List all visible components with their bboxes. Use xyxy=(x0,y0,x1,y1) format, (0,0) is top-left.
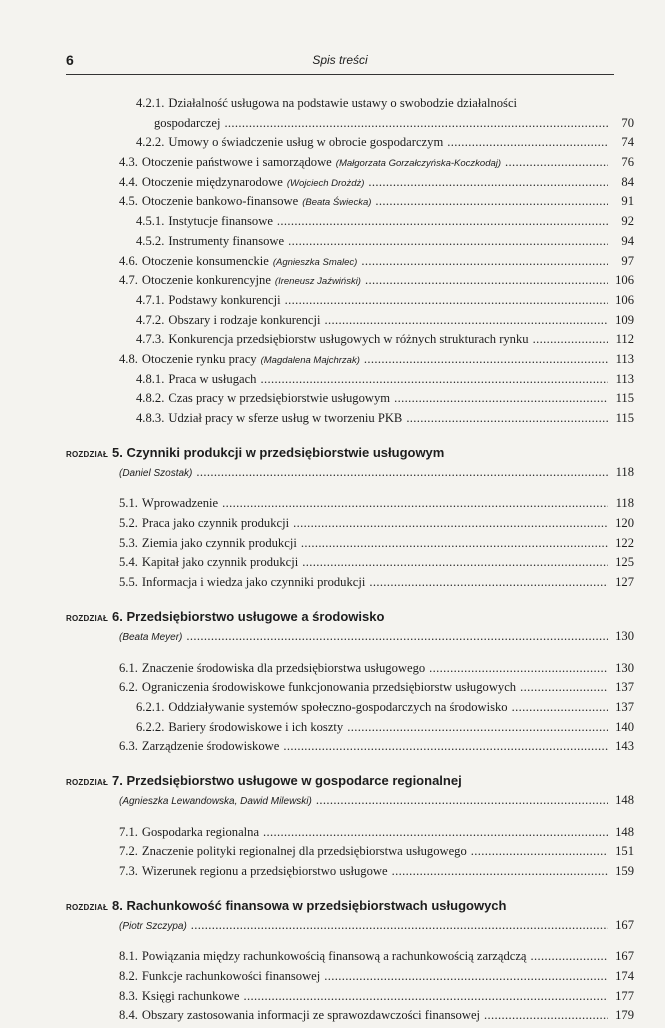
entry-page: 106 xyxy=(615,292,634,307)
toc-entry[interactable] xyxy=(66,372,634,392)
entry-title: Funkcje rachunkowości finansowej xyxy=(141,969,321,984)
leader-dots xyxy=(484,1008,608,1023)
entry-page: 179 xyxy=(615,1008,634,1023)
entry-page: 125 xyxy=(615,555,634,570)
toc-entry[interactable] xyxy=(66,1008,634,1028)
chapter-author-row[interactable] xyxy=(66,629,634,649)
entry-page: 92 xyxy=(621,214,634,229)
entry-title: Umowy o świadczenie usług w obrocie gospodarczym xyxy=(168,135,444,150)
toc-entry[interactable] xyxy=(66,536,634,556)
leader-dots xyxy=(375,194,608,209)
toc-entry[interactable] xyxy=(66,516,634,536)
leader-dots xyxy=(512,700,608,715)
entry-title: Zarządzenie środowiskowe xyxy=(141,739,280,754)
entry-title: Otoczenie konkurencyjne xyxy=(141,273,271,288)
toc-entry[interactable] xyxy=(66,720,634,740)
leader-dots xyxy=(260,372,608,387)
chapter-number: 6. xyxy=(112,608,123,624)
toc-entry[interactable] xyxy=(66,949,634,969)
entry-page: 137 xyxy=(615,680,634,695)
entry-page: 112 xyxy=(615,332,634,347)
entry-number: 7.3. xyxy=(119,864,138,878)
entry-author: (Małgorzata Gorzałczyńska-Koczkodaj) xyxy=(335,158,502,170)
entry-page: 70 xyxy=(621,115,634,130)
toc-entry[interactable] xyxy=(66,825,634,845)
entry-page: 137 xyxy=(615,699,634,714)
toc-entry[interactable] xyxy=(66,175,634,195)
leader-dots xyxy=(520,680,608,695)
entry-number: 6.2.2. xyxy=(136,719,165,734)
entry-title: Wprowadzenie xyxy=(141,496,219,511)
entry-page: 109 xyxy=(615,312,634,327)
entry-number: 4.7.2. xyxy=(136,312,165,327)
entry-author: (Magdalena Majchrzak) xyxy=(260,354,360,366)
leader-dots xyxy=(406,411,608,426)
toc-entry[interactable] xyxy=(66,989,634,1009)
leader-dots xyxy=(361,254,608,269)
leader-dots xyxy=(505,155,608,170)
page-header xyxy=(66,50,614,75)
chapter-heading[interactable] xyxy=(66,898,634,918)
entry-title: Kapitał jako czynnik produkcji xyxy=(141,555,299,570)
entry-title: Wizerunek regionu a przedsiębiorstwo usługowe xyxy=(141,864,388,878)
chapter-page: 167 xyxy=(615,917,634,932)
toc-entry[interactable] xyxy=(66,555,634,575)
chapter-author: (Beata Meyer) xyxy=(119,631,183,643)
chapter-label: ROZDZIAŁ xyxy=(66,777,109,787)
entry-page: 167 xyxy=(615,949,634,964)
chapter-label: ROZDZIAŁ xyxy=(66,449,109,459)
leader-dots xyxy=(301,536,608,551)
toc-entry[interactable] xyxy=(66,273,634,293)
entry-number: 4.8.2. xyxy=(136,391,165,406)
entry-page: 177 xyxy=(615,988,634,1003)
leader-dots xyxy=(368,175,608,190)
entry-page: 122 xyxy=(615,535,634,550)
toc-entry[interactable] xyxy=(66,844,634,864)
entry-page: 84 xyxy=(621,174,634,189)
entry-page: 113 xyxy=(615,371,634,386)
entry-title: Bariery środowiskowe i ich koszty xyxy=(168,719,344,734)
leader-dots xyxy=(316,793,608,808)
toc-entry[interactable] xyxy=(66,352,634,372)
entry-number: 4.7.1. xyxy=(136,292,165,307)
toc-entry[interactable] xyxy=(66,254,634,274)
entry-page: 74 xyxy=(621,135,634,150)
entry-title: Praca w usługach xyxy=(168,371,257,386)
leader-dots xyxy=(471,844,608,859)
chapter-title-text: Czynniki produkcji w przedsiębiorstwie usługowym xyxy=(126,444,445,460)
leader-dots xyxy=(533,332,608,347)
entry-number: 8.1. xyxy=(119,949,138,964)
entry-number: 5.3. xyxy=(119,535,138,550)
toc-entry[interactable] xyxy=(66,293,634,313)
entry-title: Otoczenie bankowo-finansowe xyxy=(141,194,299,209)
entry-title: Oddziaływanie systemów społeczno-gospodarczych na środowisko xyxy=(168,699,508,714)
toc-entry[interactable] xyxy=(66,411,634,431)
toc-entry[interactable] xyxy=(66,155,634,175)
page-number: 6 xyxy=(66,52,74,68)
leader-dots xyxy=(224,116,608,131)
entry-number: 5.5. xyxy=(119,575,138,590)
leader-dots xyxy=(293,516,608,531)
leader-dots xyxy=(285,293,608,308)
leader-dots xyxy=(347,720,608,735)
chapter-number: 7. xyxy=(112,772,123,788)
entry-title: Instrumenty finansowe xyxy=(168,233,285,248)
entry-page: 115 xyxy=(615,391,634,406)
entry-number: 8.4. xyxy=(119,1008,138,1023)
entry-number: 4.7.3. xyxy=(136,332,165,347)
entry-number: 4.7. xyxy=(119,273,138,288)
entry-number: 5.2. xyxy=(119,516,138,531)
toc-entry[interactable] xyxy=(66,661,634,681)
leader-dots xyxy=(531,949,608,964)
toc-entry[interactable] xyxy=(66,739,634,759)
entry-number: 4.3. xyxy=(119,155,138,170)
entry-number: 4.5. xyxy=(119,194,138,209)
toc-entry[interactable] xyxy=(66,496,634,516)
chapter-title xyxy=(112,609,384,624)
entry-page: 140 xyxy=(615,719,634,734)
entry-title: Znaczenie polityki regionalnej dla przedsiębiorstwa usługowego xyxy=(141,844,467,859)
chapter-title xyxy=(112,773,462,788)
toc-entry[interactable] xyxy=(66,680,634,700)
entry-number: 6.2.1. xyxy=(136,699,165,714)
entry-number: 7.2. xyxy=(119,844,138,859)
entry-author: (Ireneusz Jaźwiński) xyxy=(274,276,361,288)
chapter-label: ROZDZIAŁ xyxy=(66,613,109,623)
leader-dots xyxy=(369,575,608,590)
toc-entry[interactable] xyxy=(66,135,634,155)
leader-dots xyxy=(392,864,608,879)
chapter-title xyxy=(112,898,506,913)
entry-title: Podstawy konkurencji xyxy=(168,292,281,307)
leader-dots xyxy=(288,234,608,249)
entry-title: Otoczenie państwowe i samorządowe xyxy=(141,155,332,170)
entry-author: (Agnieszka Smalec) xyxy=(272,256,358,268)
entry-title: Otoczenie międzynarodowe xyxy=(141,174,283,189)
chapter-title-text: Przedsiębiorstwo usługowe w gospodarce regionalnej xyxy=(126,772,462,788)
chapter-page: 148 xyxy=(615,792,634,807)
entry-number: 5.1. xyxy=(119,496,138,511)
entry-title-continuation: gospodarczej xyxy=(154,115,221,130)
entry-number: 4.6. xyxy=(119,253,138,268)
chapter-label: ROZDZIAŁ xyxy=(66,902,109,912)
leader-dots xyxy=(324,969,608,984)
chapter-author: (Daniel Szostak) xyxy=(119,467,193,479)
leader-dots xyxy=(365,273,608,288)
entry-number: 4.2.2. xyxy=(136,135,165,150)
entry-page: 76 xyxy=(621,155,634,170)
chapter-title xyxy=(112,445,444,460)
toc-entry[interactable] xyxy=(66,214,634,234)
toc-entry[interactable] xyxy=(66,575,634,595)
entry-number: 5.4. xyxy=(119,555,138,570)
entry-title: Powiązania między rachunkowością finansową a rachunkowością zarządczą xyxy=(141,949,527,964)
entry-title: Obszary zastosowania informacji ze sprawozdawczości finansowej xyxy=(141,1008,481,1023)
leader-dots xyxy=(394,391,608,406)
entry-number: 6.3. xyxy=(119,739,138,754)
entry-author: (Wojciech Drożdż) xyxy=(286,177,365,189)
entry-title: Gospodarka regionalna xyxy=(141,824,260,839)
leader-dots xyxy=(263,825,608,840)
toc-entry-continuation[interactable] xyxy=(66,116,634,136)
chapter-heading[interactable] xyxy=(66,609,634,629)
entry-title: Ziemia jako czynnik produkcji xyxy=(141,535,297,550)
entry-page: 120 xyxy=(615,516,634,531)
entry-page: 115 xyxy=(615,411,634,425)
entry-page: 91 xyxy=(621,194,634,209)
entry-title: Księgi rachunkowe xyxy=(141,988,240,1003)
chapter-title-text: Przedsiębiorstwo usługowe a środowisko xyxy=(126,608,385,624)
toc-entry[interactable] xyxy=(66,700,634,720)
leader-dots xyxy=(243,989,608,1004)
entry-number: 4.8.1. xyxy=(136,371,165,386)
chapter-author-row[interactable] xyxy=(66,793,634,813)
leader-dots xyxy=(302,555,608,570)
entry-title: Ograniczenia środowiskowe funkcjonowania przedsiębiorstw usługowych xyxy=(141,680,517,695)
entry-number: 4.2.1. xyxy=(136,96,165,110)
toc-entry[interactable] xyxy=(66,194,634,214)
leader-dots xyxy=(324,313,608,328)
toc-entry[interactable] xyxy=(66,234,634,254)
entry-author: (Beata Świecka) xyxy=(302,197,372,209)
chapter-author-row[interactable] xyxy=(66,465,634,485)
entry-number: 6.2. xyxy=(119,680,138,695)
leader-dots xyxy=(283,739,608,754)
chapter-page: 130 xyxy=(615,628,634,643)
leader-dots xyxy=(364,352,608,367)
chapter-title-text: Rachunkowość finansowa w przedsiębiorstwach usługowych xyxy=(126,897,507,913)
chapter-page: 118 xyxy=(615,464,634,479)
leader-dots xyxy=(429,661,608,676)
entry-title: Instytucje finansowe xyxy=(168,214,273,229)
entry-page: 113 xyxy=(615,351,634,366)
chapter-author: (Piotr Szczypa) xyxy=(119,920,187,932)
entry-page: 148 xyxy=(615,824,634,839)
entry-title: Praca jako czynnik produkcji xyxy=(141,516,290,531)
chapter-author: (Agnieszka Lewandowska, Dawid Milewski) xyxy=(119,795,312,807)
leader-dots xyxy=(222,496,608,511)
leader-dots xyxy=(191,918,608,933)
entry-title: Obszary i rodzaje konkurencji xyxy=(168,312,321,327)
entry-page: 143 xyxy=(615,739,634,754)
chapter-heading[interactable] xyxy=(66,773,634,793)
entry-title: Znaczenie środowiska dla przedsiębiorstwa usługowego xyxy=(141,660,426,675)
entry-page: 159 xyxy=(615,864,634,878)
chapter-number: 5. xyxy=(112,444,123,460)
leader-dots xyxy=(196,465,608,480)
toc-entry[interactable] xyxy=(66,864,634,884)
entry-number: 8.3. xyxy=(119,988,138,1003)
leader-dots xyxy=(447,135,608,150)
toc-entry[interactable] xyxy=(66,96,634,116)
table-of-contents xyxy=(66,96,634,1028)
chapter-heading[interactable] xyxy=(66,445,634,465)
entry-title: Informacja i wiedza jako czynniki produkcji xyxy=(141,575,366,590)
entry-title: Konkurencja przedsiębiorstw usługowych w różnych strukturach rynku xyxy=(168,332,529,347)
toc-entry[interactable] xyxy=(66,969,634,989)
entry-title: Czas pracy w przedsiębiorstwie usługowym xyxy=(168,391,391,406)
entry-number: 4.5.2. xyxy=(136,233,165,248)
entry-number: 6.1. xyxy=(119,660,138,675)
entry-title: Otoczenie konsumenckie xyxy=(141,253,269,268)
running-title: Spis treści xyxy=(312,53,368,67)
leader-dots xyxy=(186,629,608,644)
entry-page: 151 xyxy=(615,844,634,859)
entry-page: 118 xyxy=(615,496,634,511)
toc-entry[interactable] xyxy=(66,313,634,333)
entry-number: 7.1. xyxy=(119,824,138,839)
chapter-number: 8. xyxy=(112,897,123,913)
entry-page: 94 xyxy=(621,233,634,248)
entry-title: Udział pracy w sferze usług w tworzeniu PKB xyxy=(168,411,403,425)
entry-number: 4.4. xyxy=(119,174,138,189)
entry-page: 130 xyxy=(615,660,634,675)
entry-number: 4.8.3. xyxy=(136,411,165,425)
entry-page: 127 xyxy=(615,575,634,590)
entry-number: 4.5.1. xyxy=(136,214,165,229)
entry-title: Otoczenie rynku pracy xyxy=(141,351,257,366)
toc-entry[interactable] xyxy=(66,391,634,411)
entry-page: 174 xyxy=(615,969,634,984)
toc-entry[interactable] xyxy=(66,332,634,352)
leader-dots xyxy=(277,214,608,229)
entry-number: 8.2. xyxy=(119,969,138,984)
entry-title: Działalność usługowa na podstawie ustawy o swobodzie działalności xyxy=(168,96,518,110)
entry-page: 106 xyxy=(615,273,634,288)
chapter-author-row[interactable] xyxy=(66,918,634,938)
entry-page: 97 xyxy=(621,253,634,268)
entry-number: 4.8. xyxy=(119,351,138,366)
